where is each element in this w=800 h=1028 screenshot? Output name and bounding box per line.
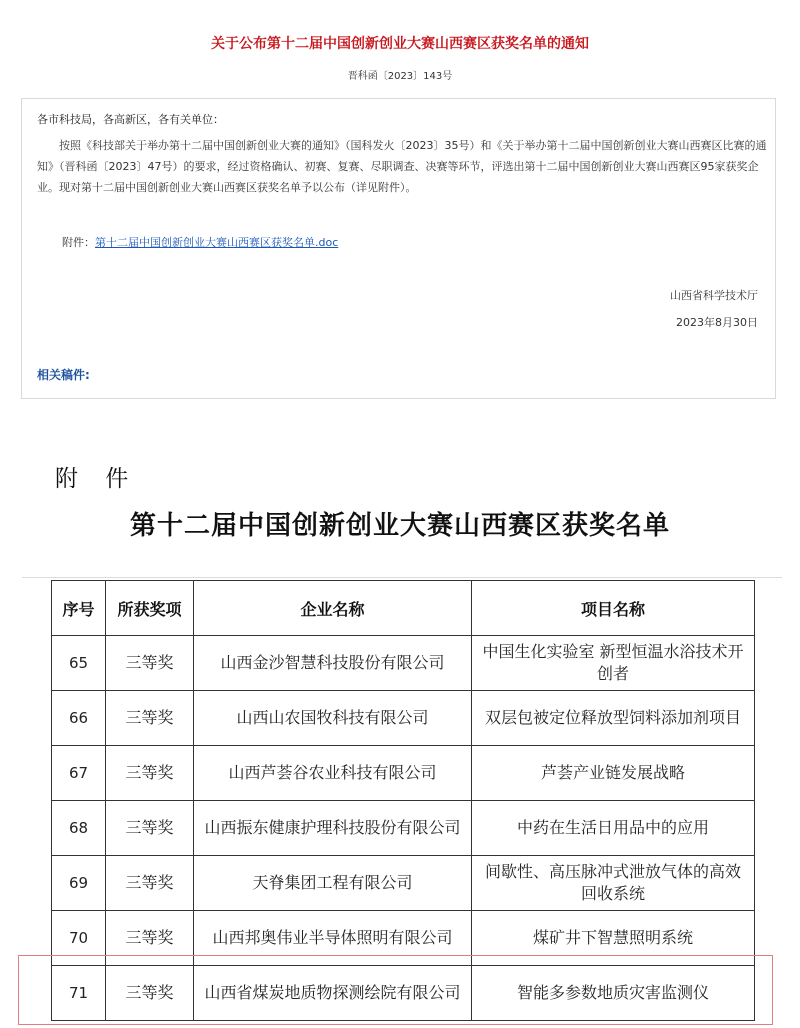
table-row [52,636,755,691]
award-list-title: 第十二届中国创新创业大赛山西赛区获奖名单 [129,511,670,541]
highlight-frame [18,955,773,1025]
row-serial: 70 [52,911,106,966]
table-row [52,801,755,856]
header-award: 所获奖项 [106,581,194,636]
row-serial: 69 [52,856,106,911]
row-serial: 65 [52,636,106,691]
notice-title: 关于公布第十二届中国创新创业大赛山西赛区获奖名单的通知 [211,36,589,52]
row-serial: 66 [52,691,106,746]
annex-label: 附 件 [55,466,139,492]
row-award: 三等奖 [106,691,194,746]
salutation: 各市科技局，各高新区，各有关单位： [37,113,224,126]
document-number: 晋科函〔2023〕143号 [347,71,453,82]
related-articles-label: 相关稿件: [37,368,90,382]
row-company: 山西省煤炭地质物探测绘院有限公司 [194,966,472,1021]
table-row [52,746,755,801]
attachment-download-link[interactable]: 第十二届中国创新创业大赛山西赛区获奖名单.doc [95,236,339,249]
row-award: 三等奖 [106,966,194,1021]
header-project: 项目名称 [472,581,755,636]
row-project: 煤矿井下智慧照明系统 [472,911,755,966]
row-company: 山西芦荟谷农业科技有限公司 [194,746,472,801]
notice-content-box [21,98,776,399]
row-serial: 68 [52,801,106,856]
issue-date: 2023年8月30日 [676,316,758,329]
row-project: 智能多参数地质灾害监测仪 [472,966,755,1021]
row-company: 山西邦奥伟业半导体照明有限公司 [194,911,472,966]
row-serial: 67 [52,746,106,801]
row-company: 山西振东健康护理科技股份有限公司 [194,801,472,856]
table-header-row [52,581,755,636]
header-serial: 序号 [52,581,106,636]
row-project: 间歇性、高压脉冲式泄放气体的高效回收系统 [472,856,755,911]
row-award: 三等奖 [106,801,194,856]
row-project: 双层包被定位释放型饲料添加剂项目 [472,691,755,746]
table-row [52,691,755,746]
row-company: 山西山农国牧科技有限公司 [194,691,472,746]
attachment-label: 附件： [62,236,95,249]
issuer-name: 山西省科学技术厅 [670,289,758,302]
notice-body-paragraph: 按照《科技部关于举办第十二届中国创新创业大赛的通知》（国科发火〔2023〕35号）和《关于举办第十二届中国创新创业大赛山西赛区比赛的通知》（晋科函〔2023〕47号）的要求，经过资格确认、初赛、复赛、尽职调查、决赛等环节，评选出第十二届中国创新创业大赛山西赛区95家获奖企业。现对第十二届中国创新创业大赛山西赛区获奖名单予以公布（详见附件）。 [37,139,767,194]
row-award: 三等奖 [106,856,194,911]
header-company: 企业名称 [194,581,472,636]
row-project: 中药在生活日用品中的应用 [472,801,755,856]
row-company: 山西金沙智慧科技股份有限公司 [194,636,472,691]
row-serial: 71 [52,966,106,1021]
page-edge-divider [22,577,782,578]
row-company: 天脊集团工程有限公司 [194,856,472,911]
row-award: 三等奖 [106,911,194,966]
table-row [52,856,755,911]
row-project: 中国生化实验室 新型恒温水浴技术开创者 [472,636,755,691]
attachment-row [62,234,338,250]
row-award: 三等奖 [106,636,194,691]
row-award: 三等奖 [106,746,194,801]
row-project: 芦荟产业链发展战略 [472,746,755,801]
